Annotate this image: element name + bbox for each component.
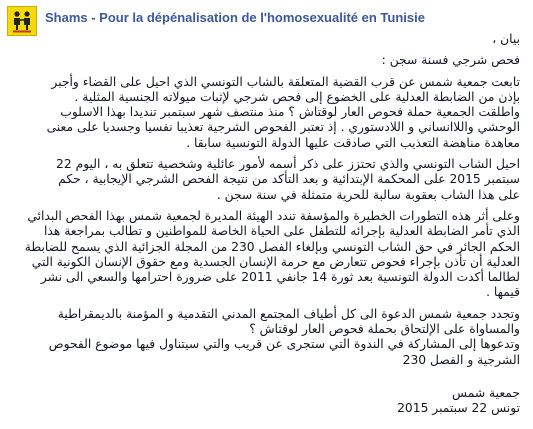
paragraph-line: واطلقت الجمعية حملة فحوص العار لوقتاش ؟ منذ منتصف شهر سبتمبر تنديدا بهذا الاسلوب (60, 105, 520, 120)
page-avatar[interactable] (7, 6, 37, 36)
paragraph (40, 307, 520, 338)
paragraph-line: لطالما أكدت الدولة التونسية بعد ثورة 14 جانفي 2011 على ضرورة احترامها والسعي الى نشر (40, 270, 520, 285)
paragraph-line: سبتمبر 2015 على المحكمة الإبتدائية و بعد التأكد من نتيجة الفحص الشرجي الإيجابية ، حكم (58, 172, 520, 187)
paragraph (40, 157, 520, 203)
paragraph-line: تابعت جمعية شمس عن قرب القضية المتعلقة بالشاب التونسي الذي احيل على القضاء وأجبر (51, 74, 520, 89)
paragraph-line: وتجدد جمعية شمس الدعوة الى كل أطياف المجتمع المدني التقدمية و المؤمنة بالديمقراطية (57, 306, 520, 321)
signature (40, 386, 520, 417)
paragraph-line: وتدعوها إلى المشاركة في الندوة التي ستجرى عن قريب والتي سيتناول فيها موضوع الفحوص (48, 337, 520, 352)
paragraph (40, 105, 520, 151)
paragraph-line: على هذا الشاب بعقوبة سالبة للحرية متمثلة في سنة سجن . (216, 187, 520, 202)
post-header-line: فحص شرجي فسنة سجن : (381, 53, 520, 68)
paragraph-line: والمساواة على الإلتحاق بحملة فحوص العار لوقتاش ؟ (249, 322, 520, 337)
paragraph-line: العدلية أن تأذن بإجراء فحوص تتعارض مع حرمة الإنسان الجسدية ومع حقوق الإنسان الكونية التي (31, 254, 520, 269)
paragraph-line: الشرجية و الفصل 230 (402, 352, 520, 367)
paragraph (40, 75, 520, 106)
signature-name: جمعية شمس (452, 385, 520, 400)
paragraph (24, 208, 520, 301)
paragraph (40, 337, 520, 368)
paragraph-line: الوحشي واللاانساني و اللادستوري . إذ تعتبر الفحوص الشرجية تعذيبا نفسيا وجسديا على معنى (46, 120, 520, 135)
post-header-line: بيان ، (492, 32, 520, 46)
shams-logo-icon (9, 8, 35, 34)
paragraph-line: احيل الشاب التونسي والذي تحتزز على ذكر أسمه لأمور عائلية وشخصية تتعلق به ، اليوم 22 (56, 157, 520, 172)
page-name-link[interactable]: Shams - Pour la dépénalisation de l'homosexualité en Tunisie (45, 10, 425, 25)
paragraph-line: الحكم الجائر في حق الشاب التونسي وبإلغاء الفصل 230 من المجلة الجزائية الذي يسمح للضابطة (24, 239, 520, 254)
signature-date: تونس 22 سبتمبر 2015 (397, 401, 520, 416)
paragraph-line: وعلى أثر هذه التطورات الخطيرة والمؤسفة تندد الهيئة المديرة لجمعية شمس بهذا الفحص البدائي (27, 208, 520, 223)
paragraph-line: بإذن من الضابطة العدلية على الخضوع إلى فحص شرجي لإثبات ميولاته الجنسية المثلية . (74, 89, 520, 104)
post-body (24, 32, 520, 417)
paragraph-line: معاهدة مناهضة التعذيب التي صادقت عليها الدولة التونسية سابقا . (186, 135, 520, 150)
paragraph-line: قيمها . (486, 285, 520, 300)
paragraph-line: الذي تأمر الضابطة العدلية بإجرائه للتطفل على الحياة الخاصة للمواطنين و تطالب بمراجعة هذا (43, 224, 520, 239)
